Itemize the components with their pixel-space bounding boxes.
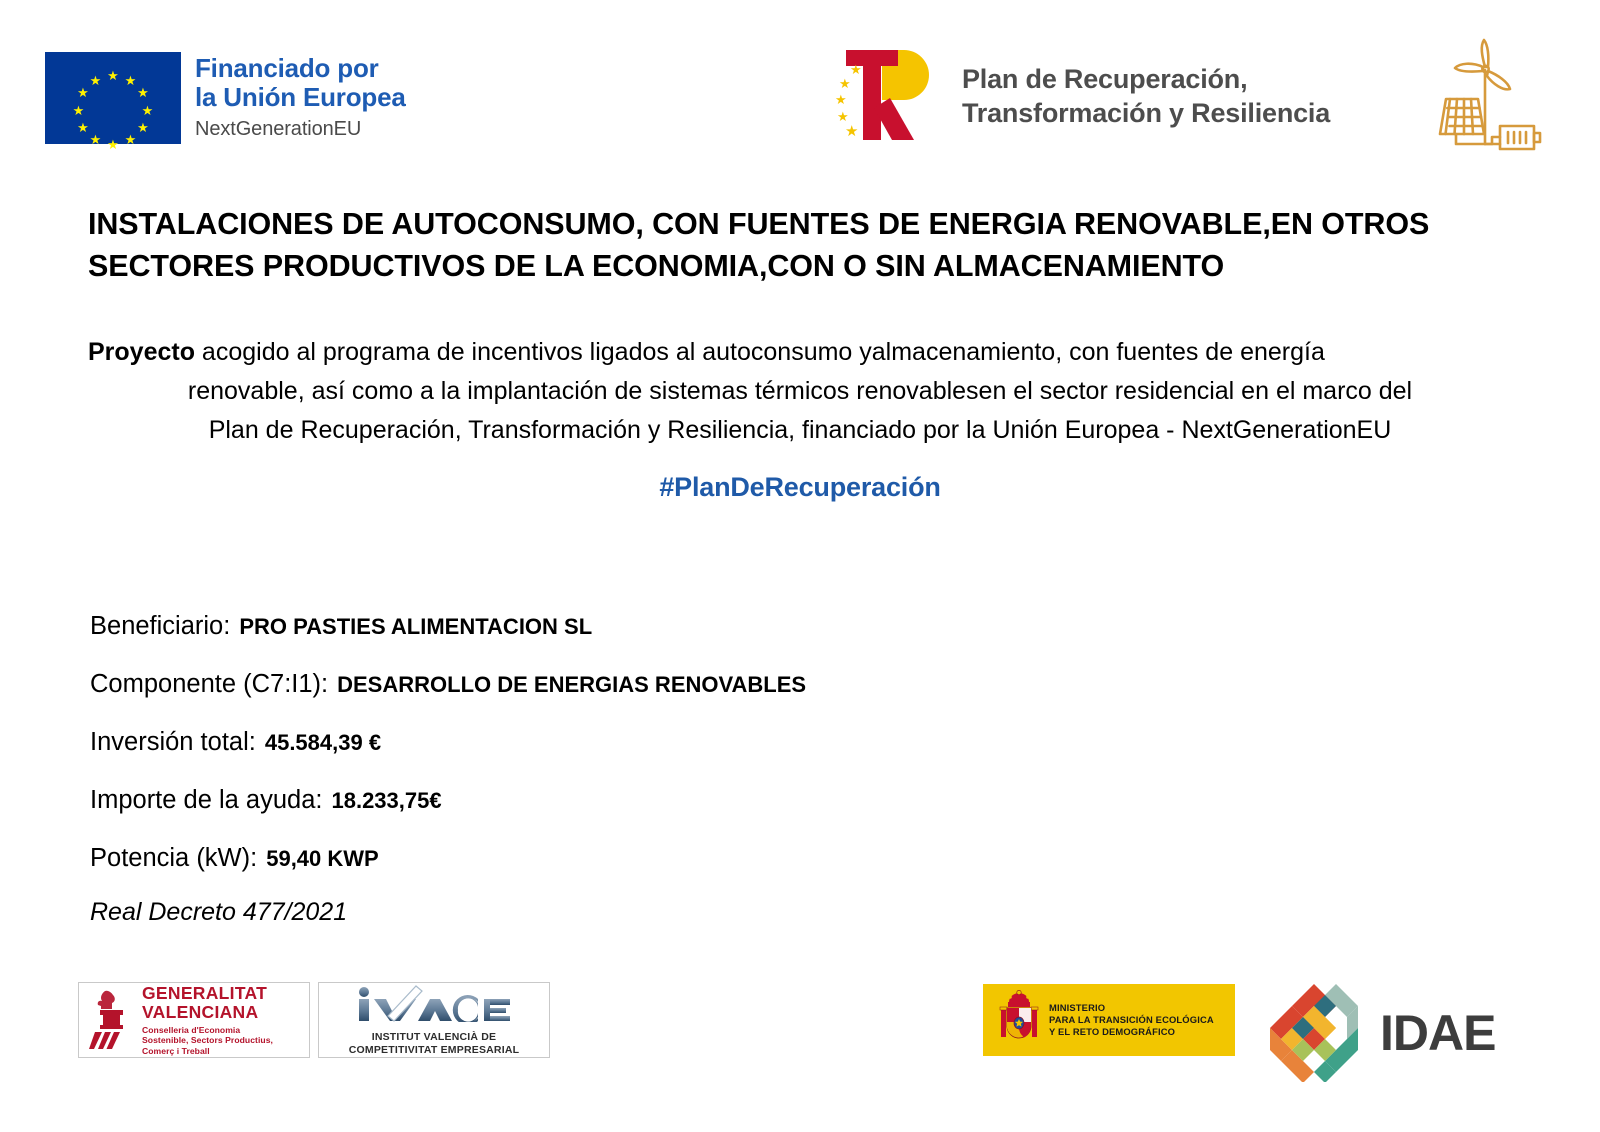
prtr-mark-icon <box>826 44 946 148</box>
page-title <box>88 203 1512 287</box>
detail-row-beneficiario <box>90 612 806 670</box>
ivace-sub2: COMPETITIVITAT EMPRESARIAL <box>348 1043 520 1056</box>
description-line3: Plan de Recuperación, Transformación y Resiliencia, financiado por la Unión Europea - NextGenerationEU <box>208 416 1392 444</box>
detail-label: Beneficiario: <box>90 612 231 640</box>
generalitat-valenciana-logo <box>78 982 310 1058</box>
eu-logo-nextgeneration: NextGenerationEU <box>195 118 362 140</box>
ivace-logo <box>318 982 550 1058</box>
detail-value: PRO PASTIES ALIMENTACION SL <box>239 614 593 639</box>
spain-coat-of-arms-icon <box>997 990 1041 1051</box>
description-bold-lead: Proyecto <box>88 338 195 366</box>
svg-text:★: ★ <box>845 122 859 140</box>
detail-row-importe-ayuda <box>90 786 806 844</box>
prtr-logo-line1: Plan de Recuperación, <box>962 64 1248 94</box>
eu-flag-icon: ★ ★ ★ ★ ★ ★ ★ ★ ★ ★ ★ ★ <box>45 52 181 144</box>
generalitat-sub1: Conselleria d'Economia <box>142 1024 241 1035</box>
eu-logo-line2: la Unión Europea <box>195 82 406 112</box>
svg-text:★: ★ <box>850 63 862 78</box>
eu-funding-logo <box>45 52 406 152</box>
prtr-logo-line2: Transformación y Resiliencia <box>962 98 1331 128</box>
header-logo-bar <box>0 0 1600 178</box>
detail-value: DESARROLLO DE ENERGIAS RENOVABLES <box>337 672 807 697</box>
project-details-list <box>90 612 806 902</box>
description-line2: renovable, así como a la implantación de sistemas térmicos renovablesen el sector residencial en el marco del <box>187 377 1413 405</box>
detail-label: Componente (C7:I1): <box>90 670 329 698</box>
ivace-sub1: INSTITUT VALENCIÀ DE <box>371 1030 497 1043</box>
eu-logo-line1: Financiado por <box>195 53 379 83</box>
idae-diamond-icon <box>1262 978 1366 1087</box>
svg-text:★: ★ <box>835 93 847 108</box>
detail-label: Inversión total: <box>90 728 256 756</box>
ministerio-line3: Y EL RETO DEMOGRÁFICO <box>1049 1026 1176 1037</box>
ministerio-transicion-ecologica-logo <box>983 984 1235 1056</box>
generalitat-sub2: Sostenible, Sectors Productius, <box>142 1035 273 1046</box>
prtr-logo <box>826 44 1330 148</box>
svg-text:★: ★ <box>839 77 851 92</box>
ministerio-line2: PARA LA TRANSICIÓN ECOLÓGICA <box>1049 1014 1214 1025</box>
description-line1: acogido al programa de incentivos ligados al autoconsumo yalmacenamiento, con fuentes de energía <box>194 338 1325 366</box>
generalitat-line1: GENERALITAT <box>142 982 268 1003</box>
page-title-line2: OTROS SECTORES PRODUCTIVOS DE LA ECONOMIA,CON O SIN ALMACENAMIENTO <box>88 207 1430 283</box>
generalitat-crest-icon <box>89 989 135 1051</box>
footer-logo-bar <box>0 970 1600 1090</box>
generalitat-sub3: Comerç i Treball <box>142 1045 210 1056</box>
detail-row-potencia <box>90 844 806 902</box>
detail-row-componente <box>90 670 806 728</box>
detail-label: Potencia (kW): <box>90 844 258 872</box>
detail-value: 45.584,39 € <box>264 730 382 755</box>
idae-wordmark: IDAE <box>1380 1004 1496 1061</box>
ministerio-line1: MINISTERIO <box>1049 1002 1106 1013</box>
ivace-wordmark-icon <box>354 984 514 1027</box>
project-description <box>88 333 1512 450</box>
svg-text:★: ★ <box>837 110 849 125</box>
hashtag: #PlanDeRecuperación <box>659 472 941 502</box>
real-decreto-reference: Real Decreto 477/2021 <box>90 898 348 926</box>
detail-value: 18.233,75€ <box>331 788 442 813</box>
detail-row-inversion-total <box>90 728 806 786</box>
page-title-line1: INSTALACIONES DE AUTOCONSUMO, CON FUENTES DE ENERGIA RENOVABLE,EN <box>88 207 1313 241</box>
detail-value: 59,40 KWP <box>266 846 379 871</box>
generalitat-line2: VALENCIANA <box>142 1001 259 1022</box>
wind-turbine-solar-battery-icon <box>1400 34 1550 169</box>
idae-logo <box>1262 978 1495 1087</box>
detail-label: Importe de la ayuda: <box>90 786 323 814</box>
